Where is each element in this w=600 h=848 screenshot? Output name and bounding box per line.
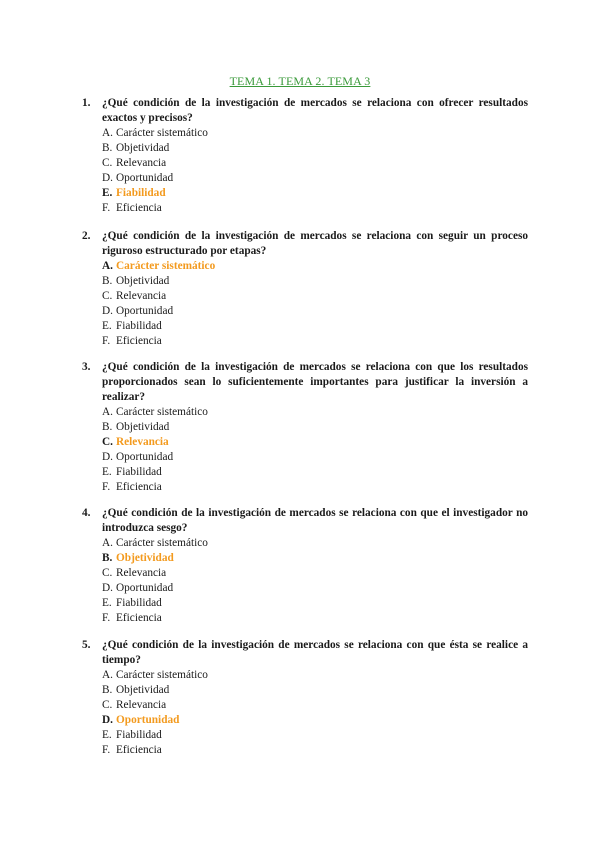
question-5 [82, 638, 528, 758]
option-letter: B. [102, 421, 113, 433]
option-text: Fiabilidad [116, 187, 166, 199]
question-4-options [82, 536, 528, 626]
option-c[interactable] [102, 566, 528, 581]
option-letter: E. [102, 466, 112, 478]
option-b[interactable] [102, 420, 528, 435]
option-a[interactable] [102, 536, 528, 551]
option-c[interactable] [102, 289, 528, 304]
option-letter: B. [102, 684, 113, 696]
option-letter: D. [102, 714, 113, 726]
question-number: 2. [82, 230, 91, 242]
option-f[interactable] [102, 201, 528, 216]
option-letter: E. [102, 320, 112, 332]
question-1 [82, 96, 528, 216]
option-text: Objetividad [116, 552, 174, 564]
option-d[interactable] [102, 581, 528, 596]
question-2-stem [82, 229, 528, 259]
option-letter: D. [102, 305, 113, 317]
question-text: ¿Qué condición de la investigación de mercados se relaciona con que el investigador no introduzca sesgo? [102, 507, 528, 534]
option-text: Eficiencia [116, 481, 162, 493]
option-a-correct-answer[interactable] [102, 259, 528, 274]
option-f[interactable] [102, 334, 528, 349]
option-text: Oportunidad [116, 714, 180, 726]
option-text: Eficiencia [116, 612, 162, 624]
option-d-correct-answer[interactable] [102, 713, 528, 728]
question-text: ¿Qué condición de la investigación de mercados se relaciona con seguir un proceso riguroso estructurado por etapas? [102, 230, 528, 257]
question-number: 5. [82, 639, 91, 651]
option-letter: B. [102, 552, 113, 564]
option-b-correct-answer[interactable] [102, 551, 528, 566]
option-text: Carácter sistemático [116, 669, 208, 681]
option-e[interactable] [102, 728, 528, 743]
question-2-options [82, 259, 528, 349]
option-text: Carácter sistemático [116, 260, 216, 272]
option-text: Relevancia [116, 290, 167, 302]
option-letter: B. [102, 275, 113, 287]
question-3 [82, 360, 528, 495]
question-number: 1. [82, 97, 91, 109]
option-letter: A. [102, 669, 113, 681]
option-text: Objetividad [116, 275, 170, 287]
option-text: Relevancia [116, 436, 169, 448]
option-text: Objetividad [116, 684, 170, 696]
option-text: Oportunidad [116, 451, 174, 463]
option-e[interactable] [102, 465, 528, 480]
question-2 [82, 229, 528, 349]
option-a[interactable] [102, 405, 528, 420]
option-letter: F. [102, 202, 111, 214]
question-5-stem [82, 638, 528, 668]
option-f[interactable] [102, 743, 528, 758]
option-letter: A. [102, 537, 113, 549]
option-letter: E. [102, 187, 113, 199]
question-number: 4. [82, 507, 91, 519]
option-letter: D. [102, 172, 113, 184]
option-text: Eficiencia [116, 335, 162, 347]
option-a[interactable] [102, 126, 528, 141]
option-text: Eficiencia [116, 744, 162, 756]
option-text: Oportunidad [116, 172, 174, 184]
option-text: Objetividad [116, 421, 170, 433]
option-letter: C. [102, 699, 113, 711]
option-letter: A. [102, 127, 113, 139]
question-3-stem [82, 360, 528, 405]
option-text: Fiabilidad [116, 320, 162, 332]
option-letter: B. [102, 142, 113, 154]
question-4-stem [82, 506, 528, 536]
option-letter: D. [102, 582, 113, 594]
document-title: TEMA 1. TEMA 2. TEMA 3 [229, 74, 371, 88]
option-d[interactable] [102, 171, 528, 186]
option-b[interactable] [102, 141, 528, 156]
option-letter: E. [102, 597, 112, 609]
option-text: Carácter sistemático [116, 127, 208, 139]
option-text: Eficiencia [116, 202, 162, 214]
option-text: Relevancia [116, 567, 167, 579]
option-text: Oportunidad [116, 305, 174, 317]
option-text: Objetividad [116, 142, 170, 154]
option-letter: F. [102, 744, 111, 756]
option-e[interactable] [102, 596, 528, 611]
option-letter: C. [102, 290, 113, 302]
option-letter: F. [102, 335, 111, 347]
option-letter: C. [102, 157, 113, 169]
question-5-options [82, 668, 528, 758]
question-text: ¿Qué condición de la investigación de mercados se relaciona con que los resultados proporcionados sean lo suficientemente importantes para justificar la inversión a realizar? [102, 361, 528, 403]
option-d[interactable] [102, 450, 528, 465]
option-f[interactable] [102, 611, 528, 626]
option-text: Relevancia [116, 699, 167, 711]
question-1-stem [82, 96, 528, 126]
option-letter: C. [102, 567, 113, 579]
question-4 [82, 506, 528, 626]
option-c-correct-answer[interactable] [102, 435, 528, 450]
option-letter: A. [102, 406, 113, 418]
option-text: Carácter sistemático [116, 406, 208, 418]
option-a[interactable] [102, 668, 528, 683]
question-3-options [82, 405, 528, 495]
question-text: ¿Qué condición de la investigación de mercados se relaciona con ofrecer resultados exactos y precisos? [102, 97, 528, 124]
option-text: Oportunidad [116, 582, 174, 594]
question-number: 3. [82, 361, 91, 373]
option-letter: D. [102, 451, 113, 463]
option-b[interactable] [102, 683, 528, 698]
option-text: Fiabilidad [116, 729, 162, 741]
option-letter: C. [102, 436, 113, 448]
option-letter: A. [102, 260, 113, 272]
option-letter: E. [102, 729, 112, 741]
question-text: ¿Qué condición de la investigación de mercados se relaciona con que ésta se realice a tiempo? [102, 639, 528, 666]
option-letter: F. [102, 481, 111, 493]
option-text: Fiabilidad [116, 466, 162, 478]
option-text: Relevancia [116, 157, 167, 169]
option-text: Carácter sistemático [116, 537, 208, 549]
option-text: Fiabilidad [116, 597, 162, 609]
option-f[interactable] [102, 480, 528, 495]
question-1-options [82, 126, 528, 216]
option-c[interactable] [102, 156, 528, 171]
option-e-correct-answer[interactable] [102, 186, 528, 201]
option-c[interactable] [102, 698, 528, 713]
option-e[interactable] [102, 319, 528, 334]
option-letter: F. [102, 612, 111, 624]
option-d[interactable] [102, 304, 528, 319]
option-b[interactable] [102, 274, 528, 289]
